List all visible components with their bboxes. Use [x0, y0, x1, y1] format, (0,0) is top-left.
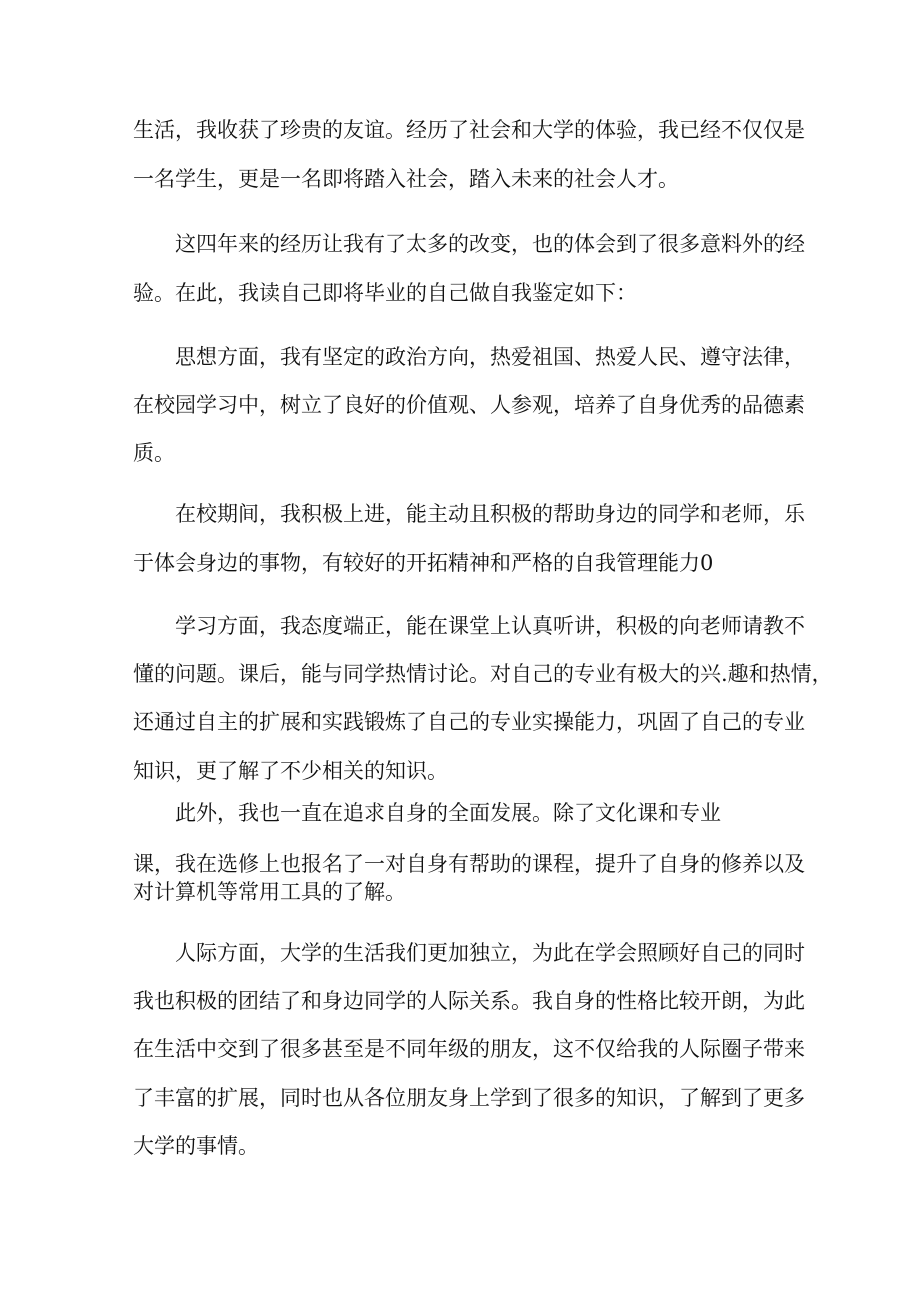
text-line: 于体会身边的事物，有较好的开拓精神和严格的自我管理能力0: [133, 551, 714, 575]
text-line: 还通过自主的扩展和实践锻炼了自己的专业实操能力，巩固了自己的专业: [133, 710, 805, 734]
text-line: 验。在此，我读自己即将毕业的自己做自我鉴定如下：: [133, 281, 637, 305]
text-line: 在校园学习中，树立了良好的价值观、人参观，培养了自身优秀的品德素: [133, 393, 805, 417]
text-line: 生活，我收获了珍贵的友谊。经历了社会和大学的体验，我已经不仅仅是: [133, 118, 805, 142]
text-line: 在生活中交到了很多甚至是不同年级的朋友，这不仅给我的人际圈子带来: [133, 1037, 805, 1061]
paragraph-first-line: 这四年来的经历让我有了太多的改变，也的体会到了很多意料外的经: [175, 232, 805, 256]
paragraph-first-line: 此外，我也一直在追求自身的全面发展。除了文化课和专业: [175, 801, 721, 825]
text-line: 知识，更了解了不少相关的知识。: [133, 759, 448, 783]
text-line: 大学的事情。: [133, 1134, 259, 1158]
paragraph-first-line: 学习方面，我态度端正，能在课堂上认真听讲，积极的向老师请教不: [175, 614, 805, 638]
text-line: 一名学生，更是一名即将踏入社会，踏入未来的社会人才。: [133, 167, 679, 191]
text-line: 我也积极的团结了和身边同学的人际关系。我自身的性格比较开朗，为此: [133, 989, 805, 1013]
text-line: 质。: [133, 441, 175, 465]
text-line: 课，我在选修上也报名了一对自身有帮助的课程，提升了自身的修养以及: [133, 852, 805, 876]
paragraph-first-line: 人际方面，大学的生活我们更加独立，为此在学会照顾好自己的同时: [175, 941, 805, 965]
paragraph-first-line: 在校期间，我积极上进，能主动且积极的帮助身边的同学和老师，乐: [175, 502, 805, 526]
text-line: 对计算机等常用工具的了解。: [133, 880, 406, 904]
paragraph-first-line: 思想方面，我有坚定的政治方向，热爱祖国、热爱人民、遵守法律，: [175, 345, 805, 369]
text-line: 懂的问题。课后，能与同学热情讨论。对自己的专业有极大的兴.趣和热情，: [133, 662, 833, 686]
text-line: 了丰富的扩展，同时也从各位朋友身上学到了很多的知识，了解到了更多: [133, 1086, 805, 1110]
